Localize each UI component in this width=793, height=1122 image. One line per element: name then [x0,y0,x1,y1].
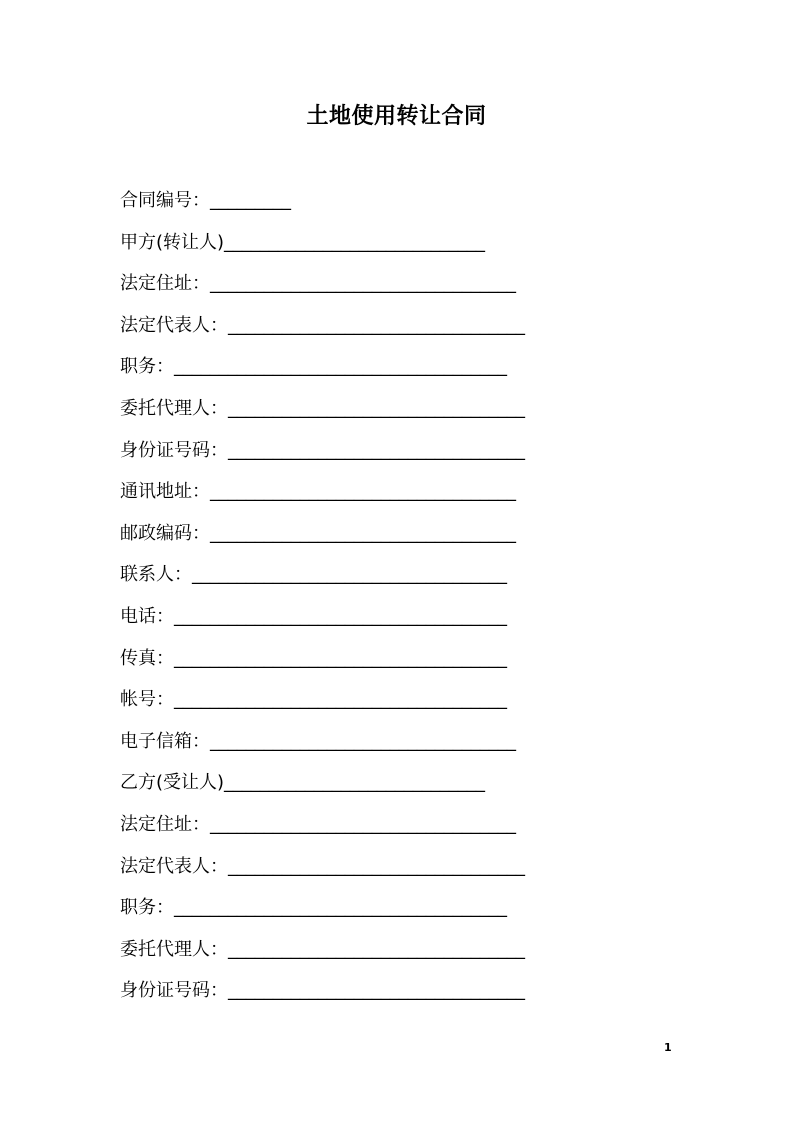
contract-party-fields [120,184,580,1016]
party-a-contact-person-line: 联系人：___________________________________ [120,564,507,586]
party-a-id-number-line: 身份证号码：_________________________________ [120,439,525,461]
party-a-account-line: 帐号：_____________________________________ [120,689,507,711]
contract-number-line: 合同编号：_________ [120,190,291,211]
party-b-legal-address-line: 法定住址：__________________________________ [120,813,516,835]
party-b-legal-representative-line: 法定代表人：_________________________________ [120,855,525,877]
party-b-position-line: 职务：_____________________________________ [120,897,507,919]
party-a-legal-address-line: 法定住址：__________________________________ [120,273,516,295]
party-b-id-number-line: 身份证号码：_________________________________ [120,980,525,1002]
party-b-transferee-line: 乙方(受让人)_____________________________ [120,772,486,794]
party-a-authorized-agent-line: 委托代理人：_________________________________ [120,397,525,419]
party-b-authorized-agent-line: 委托代理人：_________________________________ [120,938,525,960]
party-a-transferor-line: 甲方(转让人)_____________________________ [120,231,486,253]
party-a-mailing-address-line: 通讯地址：__________________________________ [120,481,516,503]
party-a-fax-line: 传真：_____________________________________ [120,647,507,669]
document-title: 土地使用转让合同 [306,104,487,129]
party-a-postal-code-line: 邮政编码：__________________________________ [120,522,516,544]
party-a-legal-representative-line: 法定代表人：_________________________________ [120,314,525,336]
party-a-position-line: 职务：_____________________________________ [120,356,507,378]
party-a-email-line: 电子信箱：__________________________________ [120,730,516,752]
page-number: 1 [664,1041,672,1054]
party-a-telephone-line: 电话：_____________________________________ [120,605,507,627]
